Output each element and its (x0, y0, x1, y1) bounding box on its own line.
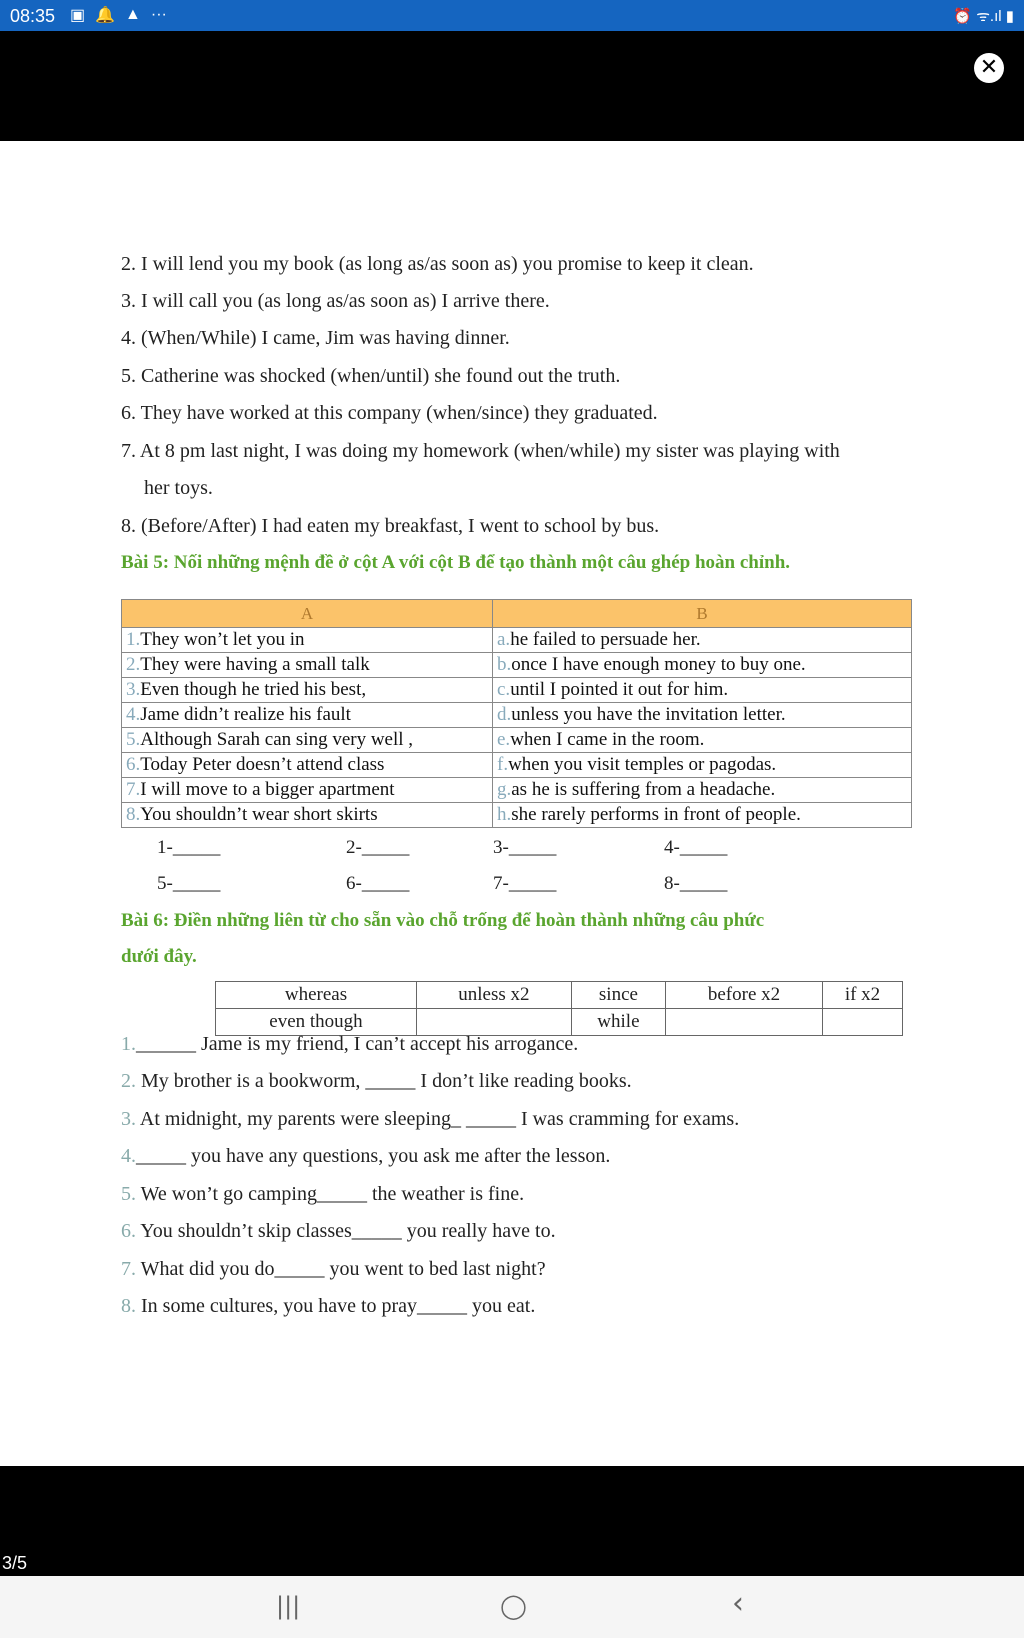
page-indicator: 3/5 (2, 1553, 28, 1573)
table-row (122, 628, 912, 653)
document-page (0, 141, 1024, 1466)
sentence: 6. You shouldn’t skip classes_____ you really have to. (121, 1220, 556, 1242)
bell-icon: 🔔 (95, 7, 116, 24)
answer-blank: 7-_____ (493, 873, 557, 894)
back-button[interactable]: ‹ (732, 1586, 744, 1621)
clause-b: e.when I came in the room. (493, 728, 912, 753)
table-row (122, 678, 912, 703)
word-cell: even though (216, 1009, 417, 1036)
word-cell: before x2 (666, 982, 823, 1009)
more-dots-icon: ··· (150, 6, 167, 23)
word-cell: unless x2 (416, 982, 571, 1009)
column-a-header: A (122, 600, 493, 628)
clause-a: 3.Even though he tried his best, (122, 678, 493, 703)
exercise6-title: Bài 6: Điền những liên từ cho sẵn vào chỗ trống để hoàn thành những câu phức (121, 910, 765, 931)
clause-a: 7.I will move to a bigger apartment (122, 778, 493, 803)
clause-b: h.she rarely performs in front of people. (493, 803, 912, 828)
word-cell (822, 1009, 902, 1036)
answer-blank: 8-_____ (664, 873, 728, 894)
status-bar (0, 0, 1024, 31)
answer-blank: 3-_____ (493, 837, 557, 858)
table-row (122, 703, 912, 728)
column-b-header: B (493, 600, 912, 628)
sentence: 3. At midnight, my parents were sleeping_ _____ I was cramming for exams. (121, 1108, 740, 1130)
exercise5-title: Bài 5: Nối những mệnh đề ở cột A với cột B để tạo thành một câu ghép hoàn chỉnh. (121, 552, 791, 573)
word-cell (416, 1009, 571, 1036)
word-cell: whereas (216, 982, 417, 1009)
home-button[interactable]: ◯ (500, 1592, 527, 1620)
clause-a: 4.Jame didn’t realize his fault (122, 703, 493, 728)
upload-icon: ▲ (125, 6, 141, 23)
word-cell (666, 1009, 823, 1036)
exercise4-line: her toys. (144, 477, 213, 499)
exercise4-line: 6. They have worked at this company (when/since) they graduated. (121, 402, 658, 424)
clause-a: 6.Today Peter doesn’t attend class (122, 753, 493, 778)
matching-table (121, 599, 912, 828)
sentence: 8. In some cultures, you have to pray_____ you eat. (121, 1295, 536, 1317)
clause-b: d.unless you have the invitation letter. (493, 703, 912, 728)
exercise4-line: 4. (When/While) I came, Jim was having dinner. (121, 327, 510, 349)
system-status-icons (953, 6, 1014, 26)
table-row (122, 728, 912, 753)
table-row (122, 778, 912, 803)
word-cell: since (571, 982, 665, 1009)
exercise4-line: 2. I will lend you my book (as long as/as soon as) you promise to keep it clean. (121, 253, 754, 275)
notification-icons (70, 5, 167, 25)
answer-blank: 6-_____ (346, 873, 410, 894)
sentence: 1.______ Jame is my friend, I can’t accept his arrogance. (121, 1033, 579, 1055)
sentence: 2. My brother is a bookworm, _____ I don’t like reading books. (121, 1070, 632, 1092)
recents-button[interactable]: ||| (276, 1592, 301, 1620)
clause-b: a.he failed to persuade her. (493, 628, 912, 653)
word-bank-table (215, 981, 903, 1036)
clause-a: 5.Although Sarah can sing very well , (122, 728, 493, 753)
table-row (122, 653, 912, 678)
sentence: 4._____ you have any questions, you ask me after the lesson. (121, 1145, 611, 1167)
answer-blank: 2-_____ (346, 837, 410, 858)
clause-a: 2.They were having a small talk (122, 653, 493, 678)
sentence: 7. What did you do_____ you went to bed last night? (121, 1258, 546, 1280)
word-cell: if x2 (822, 982, 902, 1009)
sentence: 5. We won’t go camping_____ the weather is fine. (121, 1183, 525, 1205)
clause-a: 8.You shouldn’t wear short skirts (122, 803, 493, 828)
clause-a: 1.They won’t let you in (122, 628, 493, 653)
clause-b: c.until I pointed it out for him. (493, 678, 912, 703)
status-time: 08:35 (10, 6, 56, 26)
table-row (122, 803, 912, 828)
alarm-wifi-signal-battery-icons: ⏰ ᯤ.ıl ▮ (953, 8, 1014, 25)
exercise4-line: 3. I will call you (as long as/as soon as) I arrive there. (121, 290, 550, 312)
clause-b: g.as he is suffering from a headache. (493, 778, 912, 803)
answer-blank: 1-_____ (157, 837, 221, 858)
word-bank-row (216, 982, 903, 1009)
close-viewer-button[interactable]: ✕ (974, 53, 1004, 83)
viewer-bottom-bar (0, 1466, 1024, 1576)
exercise4-line: 5. Catherine was shocked (when/until) she found out the truth. (121, 365, 621, 387)
clause-b: f.when you visit temples or pagodas. (493, 753, 912, 778)
exercise4-line: 8. (Before/After) I had eaten my breakfast, I went to school by bus. (121, 515, 660, 537)
gallery-icon: ▣ (70, 7, 86, 24)
answer-blank: 4-_____ (664, 837, 728, 858)
navigation-bar (0, 1576, 1024, 1638)
word-bank-row (216, 1009, 903, 1036)
exercise6-title-cont: dưới đây. (121, 946, 197, 967)
clause-b: b.once I have enough money to buy one. (493, 653, 912, 678)
word-cell: while (571, 1009, 665, 1036)
answer-blank: 5-_____ (157, 873, 221, 894)
table-row (122, 753, 912, 778)
exercise4-line: 7. At 8 pm last night, I was doing my homework (when/while) my sister was playing with (121, 440, 840, 462)
